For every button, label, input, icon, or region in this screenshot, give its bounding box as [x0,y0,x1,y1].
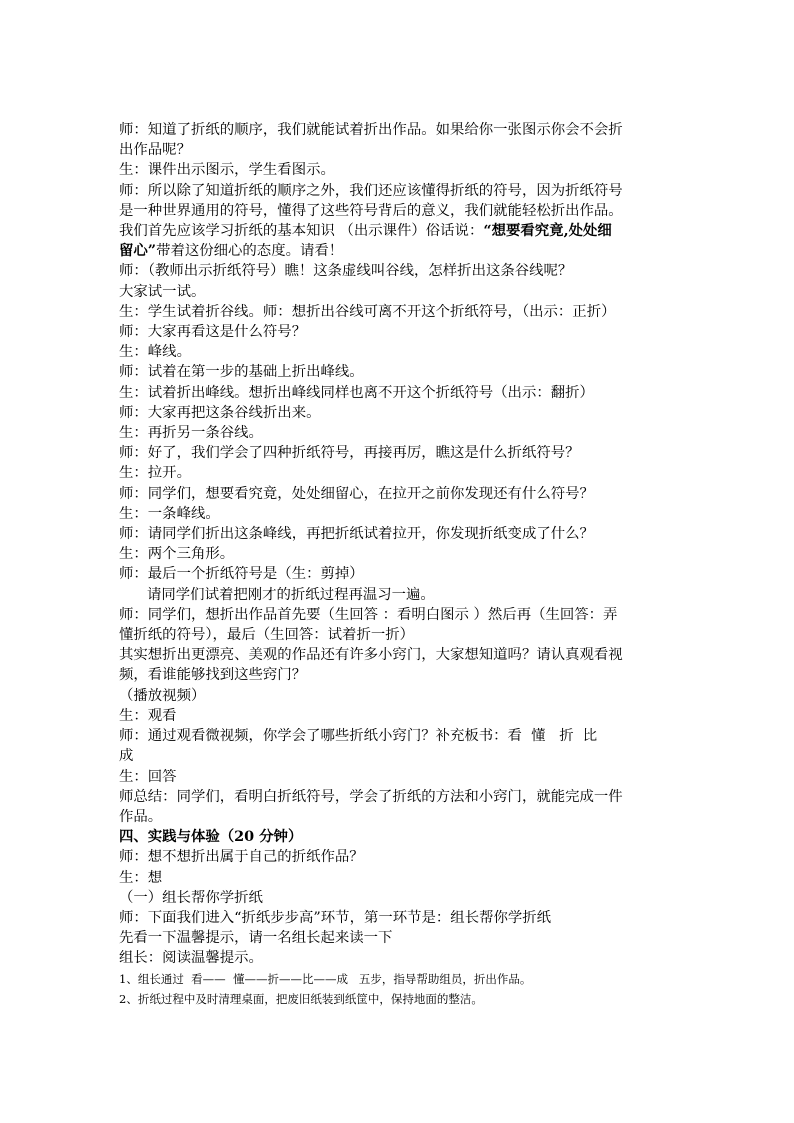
text-line: 生：学生试着折谷线。师：想折出谷线可离不开这个折纸符号，（出示：正折） [119,303,616,320]
text-line: 师：同学们，想要看究竟，处处细留心，在拉开之前你发现还有什么符号？ [119,485,594,502]
text-line: （播放视频） [119,687,206,704]
text-line: 师：知道了折纸的顺序，我们就能试着折出作品。如果给你一张图示你会不会折 [119,122,623,138]
text-line: 师：下面我们进入“折纸步步高”环节，第一环节是：组长帮你学折纸 [119,909,552,926]
text-line: 组长：阅读温馨提示。 [119,950,263,967]
text-line: 师：同学们，想折出作品首先要（生回答 ：看明白图示 ）然后再（生回答：弄 [119,606,618,623]
text-segment: 带着这份细心的态度。请看！ [156,243,344,260]
text-line: 生：观看 [119,707,177,724]
text-line: 师：所以除了知道折纸的顺序之外，我们还应该懂得折纸的符号，因为折纸符号 [119,182,623,199]
tip-item: 1、组长通过 看—— 懂——折——比——成 五步，指导帮助组员，折出作品。 [119,971,532,986]
text-line: 成 [119,748,134,765]
text-line: 师：请同学们折出这条峰线，再把折纸试着拉开，你发现折纸变成了什么？ [119,526,594,543]
text-line: 其实想折出更漂亮、美观的作品还有许多小窍门，大家想知道吗？请认真观看视 [119,647,623,664]
text-line: 师：好了，我们学会了四种折纸符号，再接再厉，瞧这是什么折纸符号？ [119,445,580,462]
text-line: 作品。 [119,808,163,825]
text-line: 师总结：同学们，看明白折纸符号，学会了折纸的方法和小窍门，就能完成一件 [119,788,623,805]
text-line: 师：想不想折出属于自己的折纸作品？ [119,849,364,866]
text-line: 生：两个三角形。 [119,546,235,563]
text-line-with-quote [119,221,679,241]
text-line: 生：试着折出峰线。想折出峰线同样也离不开这个折纸符号（出示：翻折） [119,384,594,401]
text-line: 频，看谁能够找到这些窍门？ [119,667,307,684]
proverb-quote-bold: “想要看究竟,处处细 [483,222,612,240]
text-line: 生：拉开。 [119,465,191,482]
text-line: 生：想 [119,869,163,886]
text-line: 是一种世界通用的符号，懂得了这些符号背后的意义，我们就能轻松折出作品。 [119,202,623,219]
text-line: 懂折纸的符号），最后（生回答：试着折一折） [119,627,415,644]
text-line: 师：最后一个折纸符号是（生：剪掉） [119,566,364,583]
text-line: 生：一条峰线。 [119,505,220,522]
text-segment: 我们首先应该学习折纸的基本知识 （出示课件）俗话说： [119,223,484,240]
text-line: 生：课件出示图示，学生看图示。 [119,162,335,179]
text-line: 出作品呢？ [119,142,191,159]
text-line: 大家试一试。 [119,283,206,300]
text-line: 师：通过观看微视频，你学会了哪些折纸小窍门？补充板书：看 懂 折 比 [119,728,598,745]
section-heading: 四、实践与体验（20 分钟） [119,828,303,846]
subsection-heading: （一）组长帮你学折纸 [119,889,263,906]
text-line: 师：试着在第一步的基础上折出峰线。 [119,364,364,381]
text-line: 师：大家再看这是什么符号？ [119,324,307,341]
text-line: 生：峰线。 [119,344,191,361]
document-page [119,120,679,1009]
tip-item: 2、折纸过程中及时清理桌面，把废旧纸装到纸筐中，保持地面的整洁。 [119,991,483,1006]
text-line: 师：大家再把这条谷线折出来。 [119,404,321,421]
text-line: 师：（教师出示折纸符号）瞧！这条虚线叫谷线，怎样折出这条谷线呢？ [119,263,573,280]
text-line: 生：再折另一条谷线。 [119,425,263,442]
text-line: 生：回答 [119,768,177,785]
text-line: 先看一下温馨提示，请一名组长起来读一下 [119,930,393,947]
text-line-indented: 请同学们试着把刚才的折纸过程再温习一遍。 [147,586,435,603]
proverb-quote-bold: 留心” [119,242,157,260]
text-line-with-quote [119,241,679,261]
